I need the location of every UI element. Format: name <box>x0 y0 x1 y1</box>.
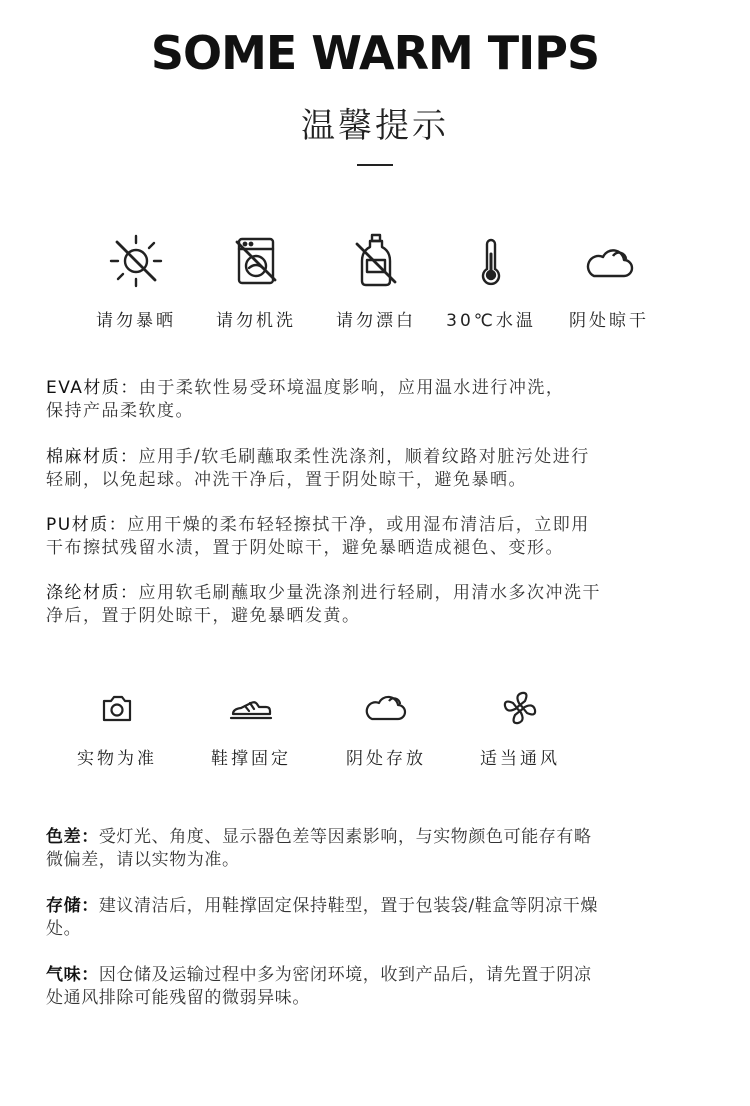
fan-icon <box>500 688 540 728</box>
camera-icon <box>97 688 137 728</box>
prop-label-shoe-tree: 鞋撑固定 <box>211 749 291 769</box>
material-line: 保持产品柔软度。 <box>46 401 194 421</box>
prop-item-shade-storage <box>326 688 446 769</box>
care-instructions-row <box>0 230 750 340</box>
material-line: 由于柔软性易受环境温度影响，应用温水进行冲洗， <box>138 378 565 398</box>
material-line: 净后，置于阴处晾干，避免暴晒发黄。 <box>46 606 361 626</box>
care-item-water-temp <box>431 230 551 331</box>
material-key: PU材质： <box>46 515 128 535</box>
cloud-icon <box>578 230 640 292</box>
no-sun-icon <box>105 230 167 292</box>
material-pu <box>46 514 706 560</box>
material-cotton-linen <box>46 446 706 492</box>
material-key: EVA材质： <box>46 378 139 398</box>
note-line: 建议清洁后，用鞋撑固定保持鞋型，置于包装袋/鞋盒等阴凉干燥 <box>98 896 598 916</box>
material-eva <box>46 377 706 423</box>
prop-item-actual-product <box>57 688 177 769</box>
care-item-no-bleach <box>316 230 436 331</box>
prop-label-ventilation: 适当通风 <box>480 749 560 769</box>
care-item-no-sun <box>76 230 196 331</box>
care-label-no-sun: 请勿暴晒 <box>96 311 176 331</box>
care-label-water-temp: 30℃水温 <box>446 311 536 331</box>
note-line: 受灯光、角度、显示器色差等因素影响，与实物颜色可能存有略 <box>98 827 592 847</box>
note-line: 处。 <box>46 919 82 939</box>
prop-label-shade-storage: 阴处存放 <box>346 749 426 769</box>
note-key: 色差： <box>46 827 99 847</box>
thermometer-icon <box>460 230 522 292</box>
shoe-tree-icon <box>227 688 275 728</box>
note-odor <box>46 964 706 1010</box>
material-line: 轻刷，以免起球。冲洗干净后，置于阴处晾干，避免暴晒。 <box>46 470 527 490</box>
material-line: 应用手/软毛刷蘸取柔性洗涤剂，顺着纹路对脏污处进行 <box>138 447 590 467</box>
note-key: 气味： <box>46 965 99 985</box>
no-machine-wash-icon <box>225 230 287 292</box>
material-line: 应用干燥的柔布轻轻擦拭干净，或用湿布清洁后，立即用 <box>127 515 590 535</box>
note-line: 微偏差，请以实物为准。 <box>46 850 240 870</box>
material-polyester <box>46 582 706 628</box>
care-label-no-machine-wash: 请勿机洗 <box>216 311 296 331</box>
note-key: 存储： <box>46 896 99 916</box>
care-item-no-machine-wash <box>196 230 316 331</box>
care-label-shade-dry: 阴处晾干 <box>569 311 649 331</box>
note-color-difference <box>46 826 706 872</box>
page-title-cn: 温馨提示 <box>301 106 449 146</box>
note-line: 处通风排除可能残留的微弱异味。 <box>46 988 310 1008</box>
material-line: 干布擦拭残留水渍，置于阴处晾干，避免暴晒造成褪色、变形。 <box>46 538 564 558</box>
care-label-no-bleach: 请勿漂白 <box>336 311 416 331</box>
prop-item-ventilation <box>460 688 580 769</box>
care-item-shade-dry <box>549 230 669 331</box>
title-divider <box>357 164 393 166</box>
prop-label-actual-product: 实物为准 <box>77 749 157 769</box>
material-key: 棉麻材质： <box>46 447 139 467</box>
no-bleach-icon <box>345 230 407 292</box>
cloud-icon <box>364 688 408 728</box>
note-storage <box>46 895 706 941</box>
storage-icons-row <box>0 688 750 778</box>
material-line: 应用软毛刷蘸取少量洗涤剂进行轻刷，用清水多次冲洗干 <box>138 583 601 603</box>
prop-item-shoe-tree <box>191 688 311 769</box>
material-key: 涤纶材质： <box>46 583 139 603</box>
page-title-en: SOME WARM TIPS <box>150 26 600 80</box>
note-line: 因仓储及运输过程中多为密闭环境，收到产品后，请先置于阴凉 <box>98 965 592 985</box>
